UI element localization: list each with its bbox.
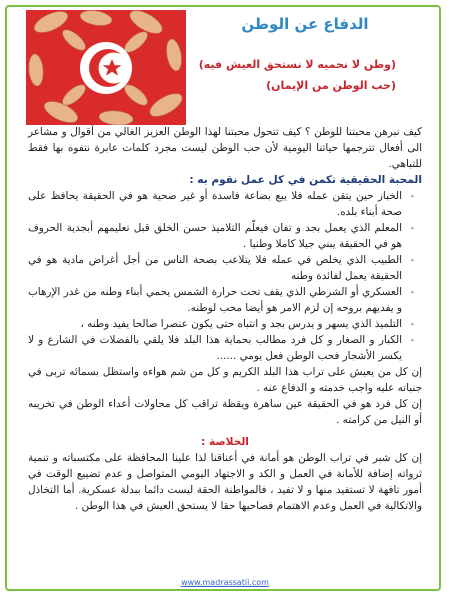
flag-hands-image (26, 10, 186, 125)
paragraph-vigilance: إن كل فرد هو في الحقيقة عين ساهرة ويقظة تراقب كل محاولات أعداء الوطن في تخريبه أو النيل من كرامته . (28, 398, 422, 426)
intro-paragraph: كيف نبرهن محبتنا للوطن ؟ كيف تتحول محبتنا لهذا الوطن العزيز الغالي من أقوال و مشاعر الى أفعال تترجمها حياتنا اليومية لأن حب الوطن ليست مجرد كلمات عابرة نتفوه بها فقط للتباهي. (28, 126, 422, 170)
conclusion-heading: الخلاصة : (201, 436, 249, 448)
list-item: - الكبار و الصغار و كل فرد مطالب بحماية هذا البلد فلا يلقي بالفضلات في الشارع و لا يكسر الأشجار فحب الوطن فعل يومي ...... (28, 332, 412, 364)
section-heading: المحبة الحقيقية تكمن في كل عمل نقوم به : (189, 174, 422, 186)
list-item: - الطبيب الذي يخلص في عمله فلا يتلاعب بصحة الناس من أجل أغراض مادية هو في الحقيقة يعمل لفائدة وطنه (28, 252, 412, 284)
paragraph-duty: إن كل من يعيش على تراب هذا البلد الكريم و كل من شم هواءه واستظل بسمائه تربى في جنباته عليه واجب خدمته و الدفاع عنه . (28, 366, 422, 394)
tunisia-flag-icon (26, 10, 186, 125)
examples-list (28, 188, 422, 364)
conclusion-paragraph: إن كل شبر في تراب الوطن هو أمانة في أعناقنا لذا علينا المحافظة على مكتسباته و تنمية ثرواته إضافة للأمانة في العمل و الكد و الاجتهاد اليومي المتواصل و عدم تضييع الوقت في أمور تافهة لا تستفيد منها و لا تفيد ، فالمواطنة الحقة ليست دائما ببدلة عسكرية. أما التخاذل والاتكالية في العمل وعدم الاهتمام فصاحبها حقا لا يستحق العيش في هذا الوطن . (28, 452, 422, 512)
slogan-protect-homeland: (وطن لا نحميه لا نستحق العيش فيه) (198, 58, 396, 71)
list-item: - الخباز حين يتقن عمله فلا يبع بضاعة فاسدة أو غير صحية هو في الحقيقة يحافظ على صحة أبناء بلده. (28, 188, 412, 220)
footer-link[interactable]: www.madrassatii.com (181, 578, 269, 587)
page-title: الدفاع عن الوطن (241, 15, 369, 33)
list-item: - العسكري أو الشرطي الذي يقف تحت حرارة الشمس يحمي أبناء وطنه من غدر الإرهاب و يفديهم بروحه إن لزم الامر هو أيضا محب لوطنه. (28, 284, 412, 316)
slogan-love-of-homeland: (حب الوطن من الإيمان) (266, 79, 396, 92)
list-item: - المعلم الذي يعمل بجد و تفان فيعلّم التلاميذ حسن الخلق قبل تعليمهم أبجدية الحروف هو في الحقيقة يبني جيلا كاملا وطنيا . (28, 220, 412, 252)
list-item: - التلميذ الذي يسهر و يدرس بجد و انتباه حتى يكون عنصرا صالحا يفيد وطنه ، (28, 316, 412, 332)
article-body (28, 124, 422, 514)
